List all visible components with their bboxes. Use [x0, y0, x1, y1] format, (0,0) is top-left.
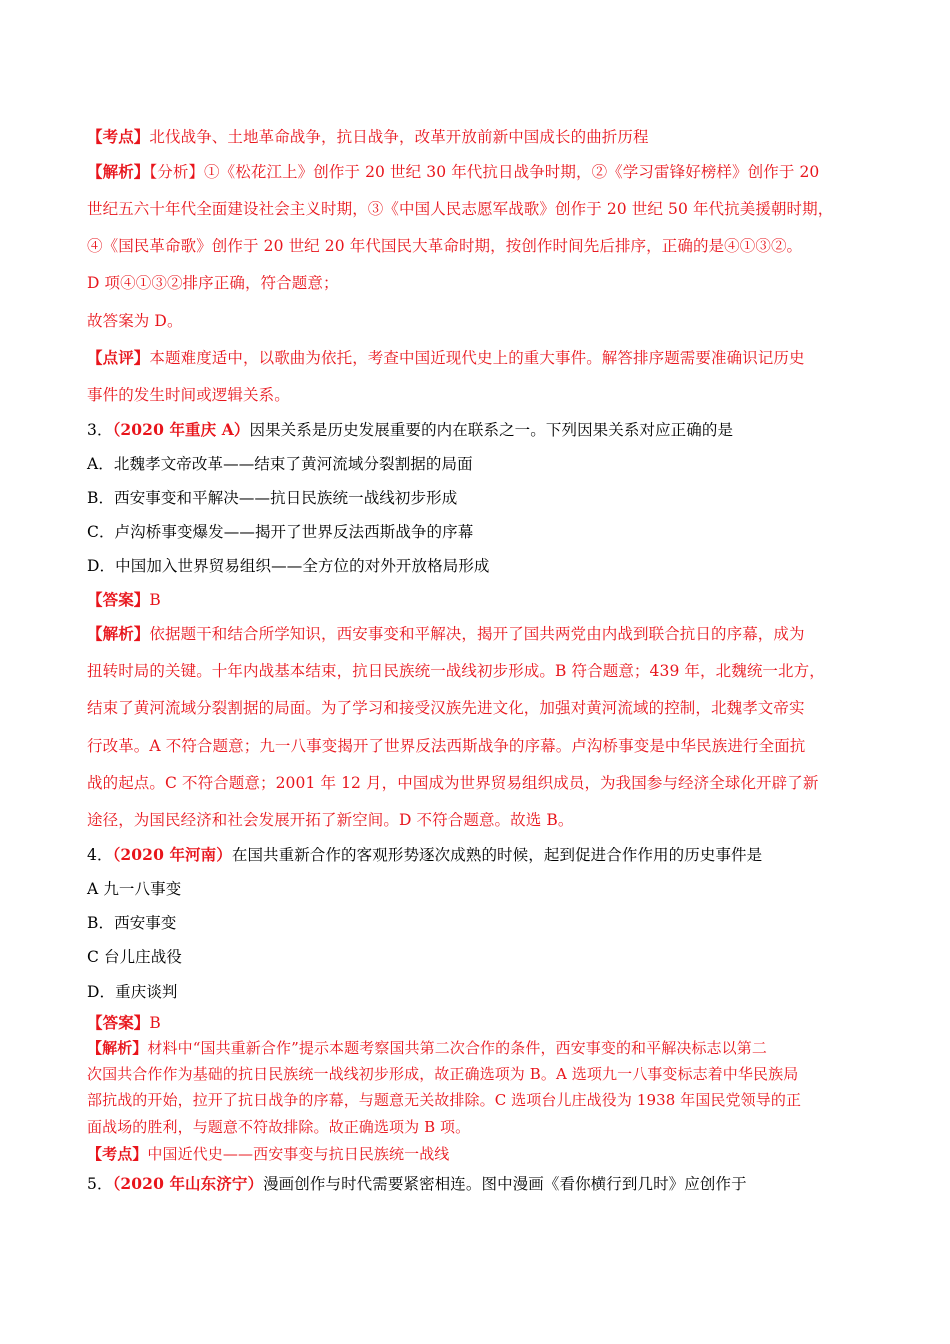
- question-source: （2020 年重庆 A）: [112, 420, 250, 439]
- option-a: A 九一八事变: [87, 880, 182, 898]
- answer-line: [87, 590, 877, 610]
- jiexi-line-2: 世纪五六十年代全面建设社会主义时期，③《中国人民志愿军战歌》创作于 20 世纪 50 年代抗美援朝时期，: [87, 200, 834, 218]
- jiexi-text: 【分析】①《松花江上》创作于 20 世纪 30 年代抗日战争时期，②《学习雷锋好榜样》创作于 20: [149, 163, 820, 181]
- option-c: C 台儿庄战役: [87, 948, 182, 966]
- jiexi-line-3: ④《国民革命歌》创作于 20 世纪 20 年代国民大革命时期，按创作时间先后排序，正确的是④①③②。: [87, 237, 803, 255]
- q3-jiexi-line-3: 结束了黄河流域分裂割据的局面。为了学习和接受汉族先进文化，加强对黄河流域的控制，北魏孝文帝实: [87, 699, 805, 717]
- answer-value: B: [149, 591, 161, 609]
- kaodian-line: [87, 127, 877, 147]
- dianping-line-1: [87, 348, 877, 368]
- q3-jiexi-line-2: 扭转时局的关键。十年内战基本结束，抗日民族统一战线初步形成。B 符合题意；439 年，北魏统一北方，: [87, 662, 825, 680]
- option-b: B．西安事变: [87, 914, 177, 932]
- d-option-line: D 项④①③②排序正确，符合题意；: [87, 274, 339, 292]
- q3-jiexi-line-1: [87, 624, 877, 644]
- question-text: 漫画创作与时代需要紧密相连。图中漫画《看你横行到几时》应创作于: [263, 1175, 747, 1193]
- question-number: 4．: [87, 846, 113, 864]
- q4-kaodian-line: [87, 1144, 877, 1164]
- question-5-stem: [87, 1174, 877, 1194]
- dianping-text: 本题难度适中，以歌曲为依托，考查中国近现代史上的重大事件。解答排序题需要准确识记历史: [149, 349, 805, 367]
- jiexi-tag: 【解析】: [87, 624, 150, 643]
- option-c: C．卢沟桥事变爆发——揭开了世界反法西斯战争的序幕: [87, 523, 474, 541]
- jiexi-line-1: [87, 162, 877, 182]
- question-text: 在国共重新合作的客观形势逐次成熟的时候，起到促进合作作用的历史事件是: [231, 846, 763, 864]
- answer-value: B: [149, 1014, 161, 1032]
- jiexi-text: 材料中“国共重新合作”提示本题考察国共第二次合作的条件，西安事变的和平解决标志以第二: [147, 1039, 767, 1057]
- q4-jiexi-line-2: 次国共合作作为基础的抗日民族统一战线初步形成，故正确选项为 B。A 选项九一八事变标志着中华民族局: [87, 1065, 799, 1083]
- jiexi-text: 依据题干和结合所学知识，西安事变和平解决，揭开了国共两党由内战到联合抗日的序幕，成为: [149, 625, 805, 643]
- option-d: D．中国加入世界贸易组织——全方位的对外开放格局形成: [87, 557, 490, 575]
- option-a: A．北魏孝文帝改革——结束了黄河流域分裂割据的局面: [87, 455, 473, 473]
- kaodian-tag: 【考点】: [87, 127, 150, 146]
- dianping-tag: 【点评】: [87, 348, 150, 367]
- kaodian-text: 北伐战争、土地革命战争，抗日战争，改革开放前新中国成长的曲折历程: [149, 128, 649, 146]
- dianping-line-2: 事件的发生时间或逻辑关系。: [87, 386, 290, 404]
- question-source: （2020 年河南）: [112, 845, 232, 864]
- jiexi-tag: 【解析】: [87, 1039, 148, 1057]
- answer-line: [87, 1013, 877, 1033]
- question-source: （2020 年山东济宁）: [112, 1174, 264, 1193]
- question-number: 5．: [87, 1175, 113, 1193]
- question-4-stem: [87, 845, 877, 865]
- q3-jiexi-line-6: 途径，为国民经济和社会发展开拓了新空间。D 不符合题意。故选 B。: [87, 811, 574, 829]
- q3-jiexi-line-4: 行改革。A 不符合题意；九一八事变揭开了世界反法西斯战争的序幕。卢沟桥事变是中华民族进行全面抗: [87, 737, 806, 755]
- kaodian-text: 中国近代史——西安事变与抗日民族统一战线: [147, 1145, 450, 1163]
- q3-jiexi-line-5: 战的起点。C 不符合题意；2001 年 12 月，中国成为世界贸易组织成员，为我国参与经济全球化开辟了新: [87, 774, 819, 792]
- option-d: D．重庆谈判: [87, 983, 178, 1001]
- answer-tag: 【答案】: [87, 590, 150, 609]
- question-text: 因果关系是历史发展重要的内在联系之一。下列因果关系对应正确的是: [249, 421, 734, 439]
- q4-jiexi-line-4: 面战场的胜利，与题意不符故排除。故正确选项为 B 项。: [87, 1118, 471, 1136]
- question-3-stem: [87, 420, 877, 440]
- q4-jiexi-line-3: 部抗战的开始，拉开了抗日战争的序幕，与题意无关故排除。C 选项台儿庄战役为 1938 年国民党领导的正: [87, 1091, 802, 1109]
- answer-line: 故答案为 D。: [87, 312, 183, 330]
- kaodian-tag: 【考点】: [87, 1145, 148, 1163]
- q4-jiexi-line-1: [87, 1038, 877, 1058]
- jiexi-tag: 【解析】: [87, 162, 150, 181]
- option-b: B．西安事变和平解决——抗日民族统一战线初步形成: [87, 489, 458, 507]
- question-number: 3．: [87, 421, 113, 439]
- answer-tag: 【答案】: [87, 1013, 150, 1032]
